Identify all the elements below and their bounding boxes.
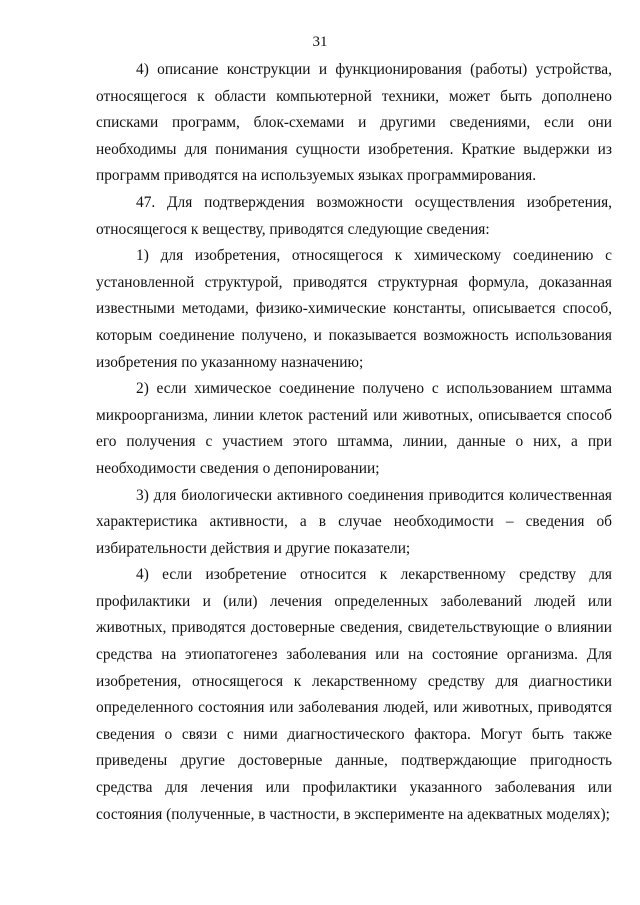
paragraph-item-4-medicine: 4) если изобретение относится к лекарственному средству для профилактики и (или) лечения определенных заболеваний людей или животных, приводятся достоверные сведения, свидетельствующие о влиянии средства на этиопатогенез заболевания или на состояние организма. Для изобретения, относящегося к лекарственному средству для диагностики определенного состояния или заболевания людей, или животных, приводятся сведения о связи с ними диагностического фактора. Могут быть также приведены другие достоверные данные, подтверждающие пригодность средства для лечения или профилактики указанного заболевания или состояния (полученные, в частности, в эксперименте на адекватных моделях);: [96, 566, 612, 823]
paragraph-item-3-bioactive: 3) для биологически активного соединения приводится количественная характеристика активности, а в случае необходимости – сведения об избирательности действия и другие показатели;: [96, 486, 612, 557]
page-number: 31: [312, 34, 328, 50]
paragraph-item-1-chemical-compound: 1) для изобретения, относящегося к химическому соединению с установленной структурой, приводятся структурная формула, доказанная известными методами, физико-химические константы, описывается способ, которым соединение получено, и показывается возможность использования изобретения по указанному назначению;: [96, 247, 612, 371]
document-body: [96, 57, 612, 828]
paragraph-item-2-strain: 2) если химическое соединение получено с использованием штамма микроорганизма, линии клеток растений или животных, описывается способ его получения с участием этого штамма, линии, данные о них, а при необходимости сведения о депонировании;: [96, 380, 612, 477]
paragraph-47-substance-intro: 47. Для подтверждения возможности осуществления изобретения, относящегося к веществу, приводятся следующие сведения:: [96, 193, 612, 238]
paragraph-item-4-computer-devices: 4) описание конструкции и функционирования (работы) устройства, относящегося к области компьютерной техники, может быть дополнено списками программ, блок-схемами и другими сведениями, если они необходимы для понимания сущности изобретения. Краткие выдержки из программ приводятся на используемых языках программирования.: [96, 61, 612, 185]
